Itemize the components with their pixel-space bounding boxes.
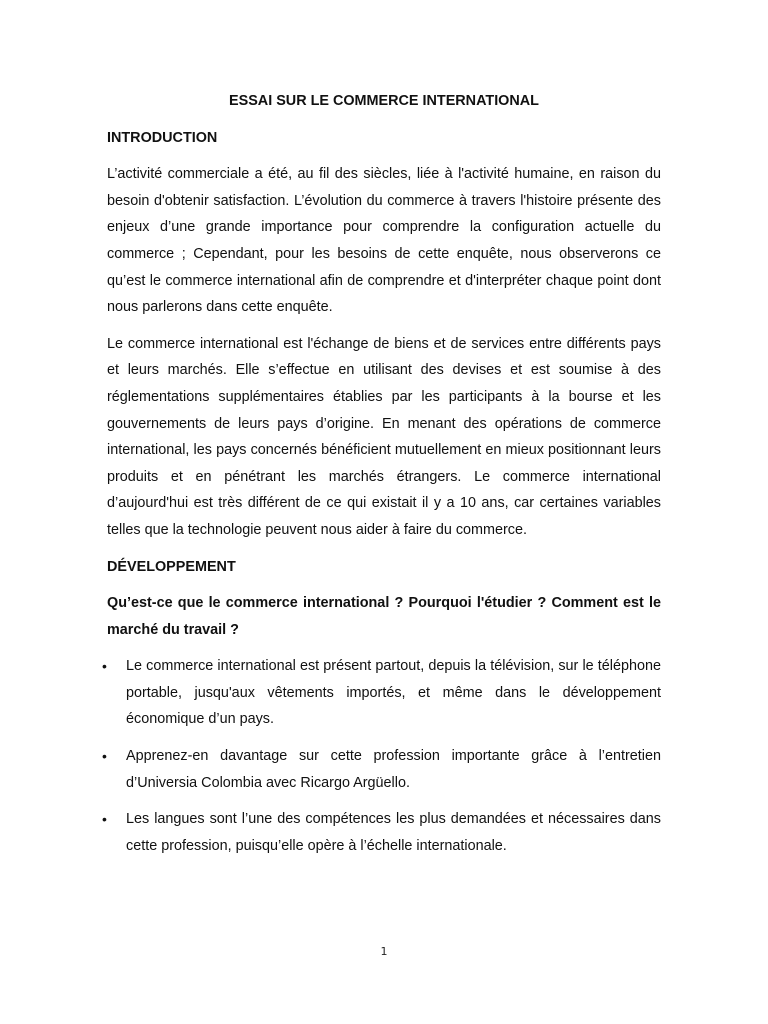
list-item-text: Le commerce international est présent partout, depuis la télévision, sur le téléphone portable, jusqu'aux vêtements importés, et même dans le développement économique d’un pays. <box>126 658 661 728</box>
list-item <box>102 806 661 859</box>
document-body <box>102 88 661 869</box>
list-item-text: Apprenez-en davantage sur cette profession importante grâce à l’entretien d’Universia Colombia avec Ricargo Argüello. <box>126 748 661 791</box>
intro-paragraph-1: L’activité commerciale a été, au fil des siècles, liée à l'activité humaine, en raison du besoin d'obtenir satisfaction. L’évolution du commerce à travers l'histoire présente des enjeux d’une grande importance pour comprendre la configuration actuelle du commerce ; Cependant, pour les besoins de cette enquête, nous observerons ce qu’est le commerce international afin de comprendre et d'interpréter chaque point dont nous parlerons dans cette enquête. <box>107 166 661 316</box>
development-heading: DÉVELOPPEMENT <box>107 558 236 575</box>
bullet-icon: • <box>102 748 107 765</box>
list-item <box>102 653 661 733</box>
intro-paragraph-2: Le commerce international est l'échange de biens et de services entre différents pays et leurs marchés. Elle s’effectue en utilisant des devises et est soumise à des réglementations supplémentaires établies par les participants à la bourse et les gouvernements de leurs pays d’origine. En menant des opérations de commerce international, les pays concernés bénéficient mutuellement en mieux positionnant leurs produits et en pénétrant les marchés étrangers. Le commerce international d’aujourd'hui est très différent de ce qui existait il y a 10 ans, car certaines variables telles que la technologie peuvent nous aider à faire du commerce. <box>107 335 661 538</box>
bullet-icon: • <box>102 811 107 828</box>
bullet-icon: • <box>102 658 107 675</box>
list-item <box>102 743 661 796</box>
document-title: ESSAI SUR LE COMMERCE INTERNATIONAL <box>229 93 539 109</box>
page-number: 1 <box>380 945 388 958</box>
list-item-text: Les langues sont l’une des compétences les plus demandées et nécessaires dans cette profession, puisqu’elle opère à l’échelle internationale. <box>126 811 661 854</box>
introduction-heading: INTRODUCTION <box>107 129 218 146</box>
bullet-list <box>102 653 661 859</box>
development-subheading: Qu’est-ce que le commerce international ? Pourquoi l'étudier ? Comment est le marché du travail ? <box>107 595 661 638</box>
